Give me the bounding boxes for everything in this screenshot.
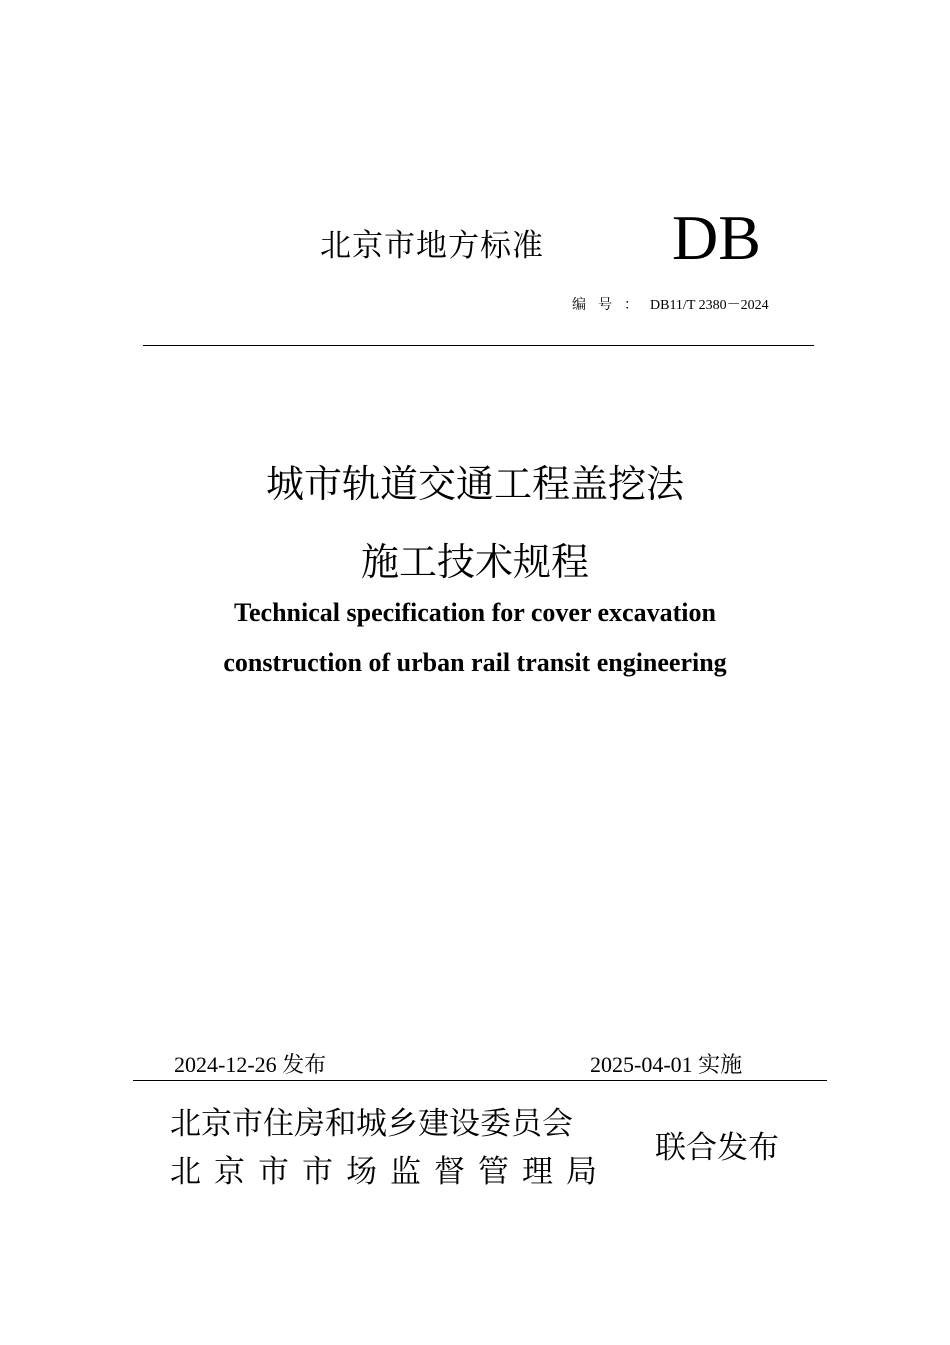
joint-issue-label: 联合发布: [655, 1130, 779, 1166]
issuer-line1: 北京市住房和城乡建设委员会: [170, 1106, 573, 1142]
standard-number-label: 编号：: [572, 298, 650, 313]
footer-divider: [133, 1080, 827, 1081]
standard-type: 北京市地方标准: [320, 228, 544, 264]
title-en-line2: construction of urban rail transit engineering: [223, 648, 727, 677]
title-cn-line1: 城市轨道交通工程盖挖法: [265, 462, 684, 506]
title-cn-line2: 施工技术规程: [360, 540, 589, 584]
standard-number-value: DB11/T 2380－2024: [650, 298, 769, 313]
implementation-date: 2025-04-01 实施: [590, 1052, 743, 1077]
db-mark: DB: [672, 202, 761, 273]
standard-number: [572, 294, 769, 314]
title-en-line1: Technical specification for cover excavation: [234, 598, 716, 627]
issuer-line2: 北京市市场监督管理局: [170, 1154, 610, 1190]
issue-date: 2024-12-26 发布: [174, 1052, 327, 1077]
header-divider: [143, 345, 814, 346]
